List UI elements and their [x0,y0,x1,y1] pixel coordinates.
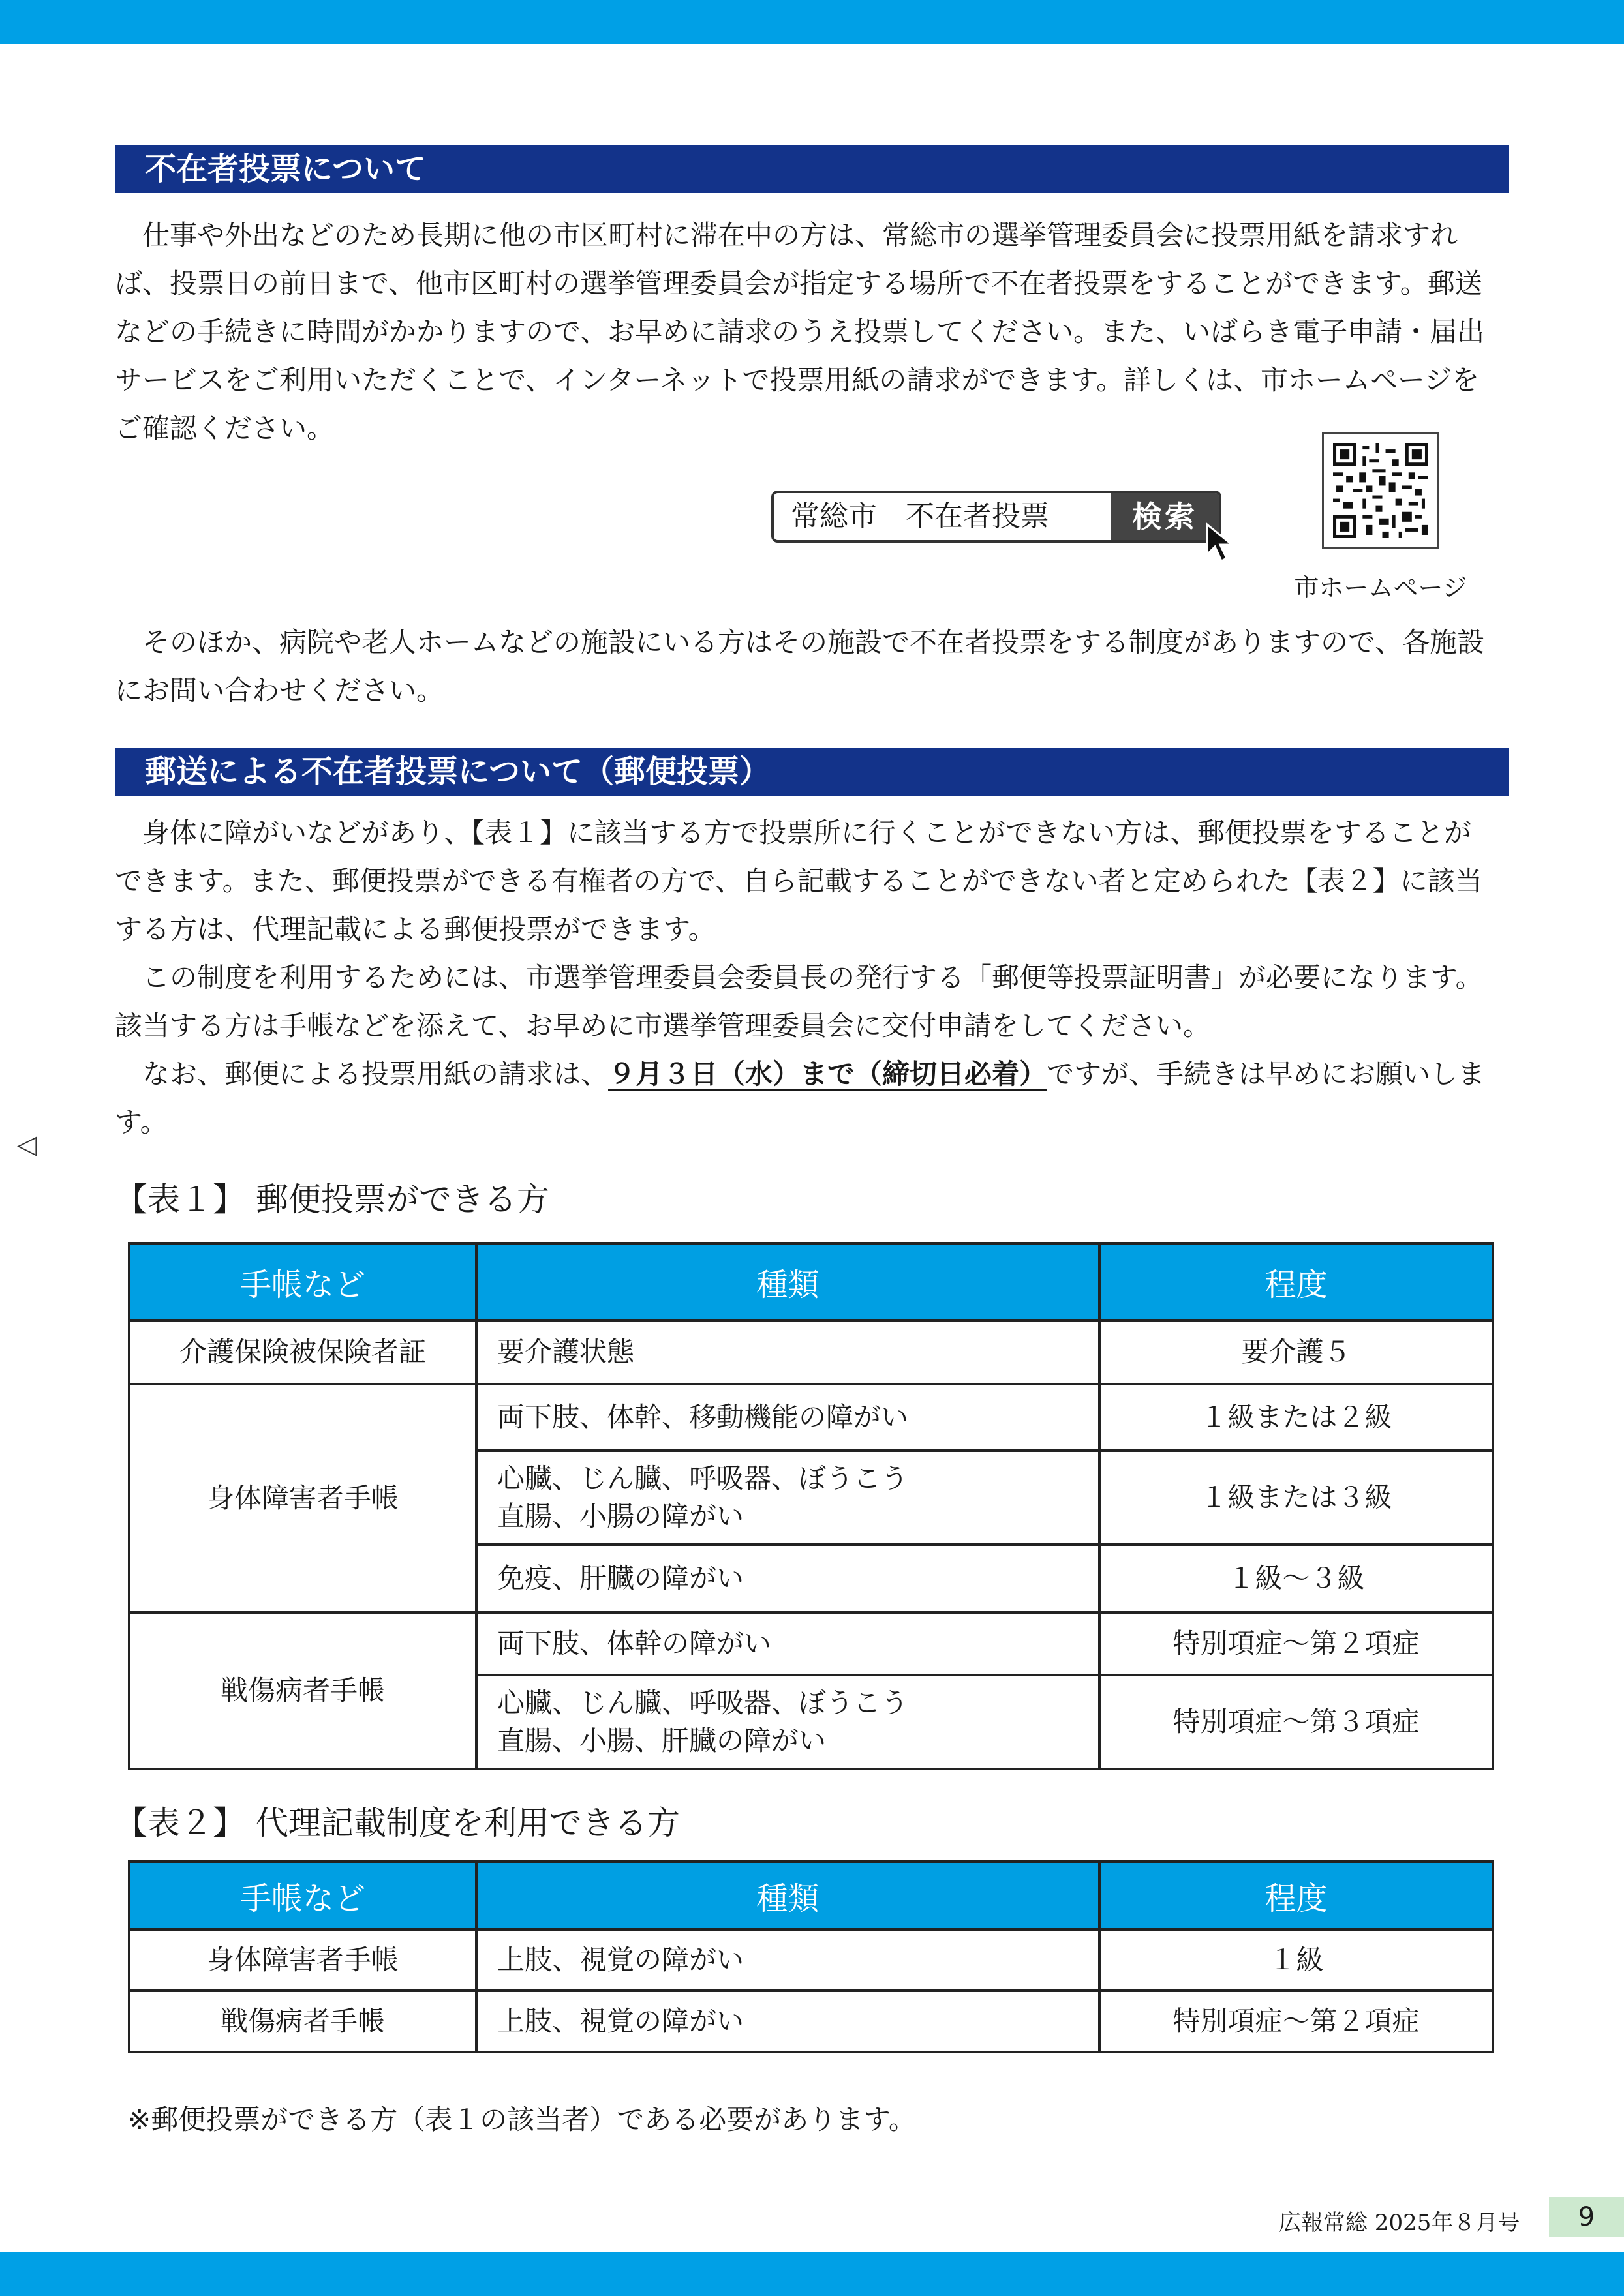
table-cell-book: 戦傷病者手帳 [129,1991,476,2052]
top-color-bar [0,0,1624,44]
table-cell-book: 介護保険被保険者証 [129,1320,476,1384]
table-cell-grade: １級または２級 [1099,1384,1493,1451]
column-header: 程度 [1099,1862,1493,1929]
bottom-color-bar [0,2252,1624,2296]
table1-postal-voting-eligibility [128,1242,1494,1770]
deadline-intro: なお、郵便による投票用紙の請求は、 [142,1058,609,1090]
type-line-2: 直腸、小腸の障がい [497,1500,744,1532]
table-row [129,1384,1493,1451]
deadline-outro: ですが、手続きは早めにお願いします。 [115,1058,1486,1138]
footnote: ※郵便投票ができる方（表１の該当者）である必要があります。 [128,2104,916,2136]
deadline-date: ９月３日（水）まで（締切日必着） [608,1058,1047,1090]
table-header-row [129,1243,1493,1320]
section-heading-postal-voting: 郵送による不在者投票について（郵便投票） [115,748,1509,796]
table-header-row [129,1862,1493,1929]
table-cell-type: 上肢、視覚の障がい [476,1991,1099,2052]
table-cell-book: 身体障害者手帳 [129,1384,476,1612]
type-line-1: 心臓、じん臓、呼吸器、ぼうこう [497,1462,909,1494]
section-heading-absentee: 不在者投票について [115,145,1509,193]
search-box[interactable] [771,491,1221,543]
table-row [129,1929,1493,1991]
table-cell-type: 両下肢、体幹、移動機能の障がい [476,1384,1099,1451]
type-line-1: 心臓、じん臓、呼吸器、ぼうこう [497,1687,909,1719]
publication-name: 広報常総 2025年８月号 [1279,2210,1520,2236]
table-cell-grade: 特別項症～第２項症 [1099,1991,1493,2052]
table-cell-type: 免疫、肝臓の障がい [476,1545,1099,1612]
table2-title: 【表２】 代理記載制度を利用できる方 [115,1804,680,1842]
search-button[interactable]: 検索 [1111,493,1219,540]
page-number: 9 [1549,2197,1624,2237]
postal-voting-paragraph-1: 身体に障がいなどがあり、【表１】に該当する方で投票所に行くことができない方は、郵便投票をすることができます。また、郵便投票ができる有権者の方で、自ら記載することができない者と定められた【表２】に該当する方は、代理記載による郵便投票ができます。 [115,817,1482,945]
table-cell-type: 上肢、視覚の障がい [476,1929,1099,1991]
table-cell-grade: 特別項症～第３項症 [1099,1675,1493,1769]
table-cell-book: 身体障害者手帳 [129,1929,476,1991]
column-header: 程度 [1099,1243,1493,1320]
table-row [129,1612,1493,1675]
table1-title: 【表１】 郵便投票ができる方 [115,1181,549,1218]
table-cell-grade: 要介護５ [1099,1320,1493,1384]
search-term: 常総市 不在者投票 [791,500,1049,533]
postal-voting-paragraph-2: この制度を利用するためには、市選挙管理委員会委員長の発行する「郵便等投票証明書」が必要になります。該当する方は手帳などを添えて、お早めに市選挙管理委員会に交付申請をしてください。 [115,961,1483,1042]
column-header: 種類 [476,1862,1099,1929]
table-cell-type [476,1675,1099,1769]
page-back-arrow-icon[interactable]: ◁ [17,1130,37,1160]
table-cell-book: 戦傷病者手帳 [129,1612,476,1769]
table-cell-grade: 特別項症～第２項症 [1099,1612,1493,1675]
table-cell-grade: １級～３級 [1099,1545,1493,1612]
table-row [129,1320,1493,1384]
facility-voting-paragraph: そのほか、病院や老人ホームなどの施設にいる方はその施設で不在者投票をする制度がありますので、各施設にお問い合わせください。 [115,626,1485,706]
qr-code-label: 市ホームページ [1294,573,1467,602]
column-header: 種類 [476,1243,1099,1320]
column-header: 手帳など [129,1862,476,1929]
table-cell-type: 要介護状態 [476,1320,1099,1384]
table-row [129,1991,1493,2052]
type-line-2: 直腸、小腸、肝臓の障がい [497,1725,827,1757]
table-cell-grade: １級または３級 [1099,1451,1493,1545]
absentee-intro-paragraph: 仕事や外出などのため長期に他の市区町村に滞在中の方は、常総市の選挙管理委員会に投票用紙を請求すれば、投票日の前日まで、他市区町村の選挙管理委員会が指定する場所で不在者投票をすることができます。郵送などの手続きに時間がかかりますので、お早めに請求のうえ投票してください。また、いばらき電子申請・届出サービスをご利用いただくことで、インターネットで投票用紙の請求ができます。詳しくは、市ホームページをご確認ください。 [115,219,1485,444]
table-cell-type: 両下肢、体幹の障がい [476,1612,1099,1675]
cursor-arrow-icon [1204,522,1246,564]
table-cell-grade: １級 [1099,1929,1493,1991]
qr-code-icon[interactable] [1322,432,1439,549]
table-cell-type [476,1451,1099,1545]
column-header: 手帳など [129,1243,476,1320]
postal-voting-paragraph-3 [115,1050,1492,1147]
table2-proxy-writing-eligibility [128,1860,1494,2053]
